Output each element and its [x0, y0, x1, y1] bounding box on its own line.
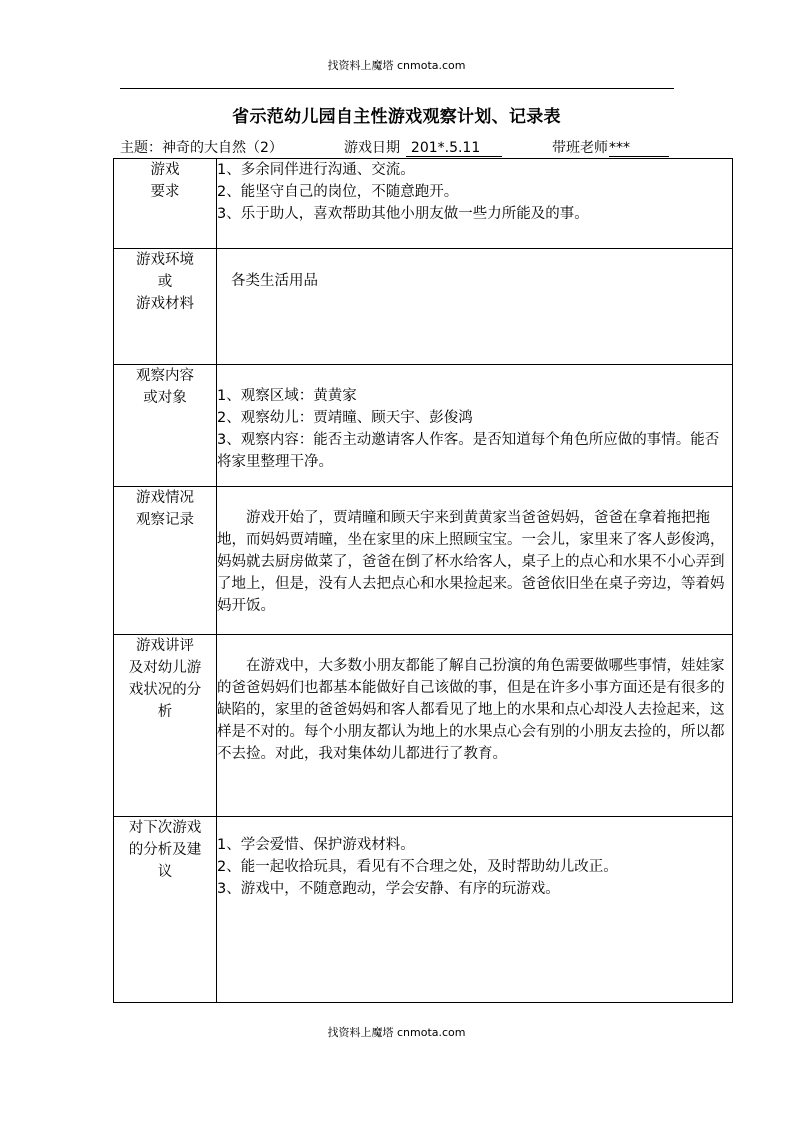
row-label-line: 游戏: [150, 162, 180, 178]
row-label-observation-target: [114, 365, 217, 487]
date-label: 游戏日期: [344, 140, 400, 156]
footer-site-link[interactable]: 找资料上魔塔 cnmota.com: [327, 1026, 466, 1039]
table-row: [114, 817, 733, 1003]
content-line: 3、乐于助人，喜欢帮助其他小朋友做一些力所能及的事。: [217, 206, 589, 222]
row-label-line: 议: [157, 864, 173, 880]
theme-field: 主题：神奇的大自然（2）: [120, 140, 283, 156]
table-row: [114, 249, 733, 365]
content-line: 1、观察区域：黄黄家: [217, 388, 357, 404]
date-field: [344, 138, 502, 158]
table-row: [114, 635, 733, 817]
row-label-evaluation-analysis: [114, 635, 217, 817]
row-label-line: 的分析及建: [128, 842, 202, 858]
row-content-environment-materials: [217, 249, 733, 365]
row-label-line: 要求: [150, 184, 180, 200]
date-value: 201*.5.11: [406, 138, 502, 157]
row-label-line: 戏状况的分: [128, 682, 202, 698]
teacher-value: ***: [609, 138, 669, 157]
content-line: 3、观察内容：能否主动邀请客人作客。是否知道每个角色所应做的事情。能否将家里整理干净。: [217, 432, 720, 470]
teacher-label: 带班老师: [552, 140, 608, 156]
row-content-next-suggestions: [217, 817, 733, 1003]
row-label-line: 观察内容: [136, 368, 194, 384]
row-content-game-requirements: [217, 159, 733, 249]
content-line: 2、能一起收拾玩具，看见有不合理之处，及时帮助幼儿改正。: [217, 859, 618, 875]
row-label-line: 游戏讲评: [136, 638, 194, 654]
header-divider: [120, 88, 674, 89]
table-row: [114, 365, 733, 487]
row-label-next-suggestions: [114, 817, 217, 1003]
table-row: [114, 487, 733, 635]
document-title: 省示范幼儿园自主性游戏观察计划、记录表: [232, 107, 561, 127]
table-row: [114, 159, 733, 249]
content-line: 2、观察幼儿：贾靖曈、顾天宇、彭俊鸿: [217, 410, 473, 426]
row-content-observation-target: [217, 365, 733, 487]
header-site-link[interactable]: 找资料上魔塔 cnmota.com: [327, 59, 466, 72]
content-paragraph: 在游戏中，大多数小朋友都能了解自己扮演的角色需要做哪些事情，娃娃家的爸爸妈妈们也都基本能做好自己该做的事，但是在许多小事方面还是有很多的缺陷的，家里的爸爸妈妈和客人都看见了地上的水果和点心却没人去捡起来，这样是不对的。每个小朋友都认为地上的水果点心会有别的小朋友去捡的，所以都不去捡。对此，我对集体幼儿都进行了教育。: [217, 658, 725, 762]
row-label-line: 及对幼儿游: [128, 660, 202, 676]
row-content-evaluation-analysis: [217, 635, 733, 817]
content-paragraph: 游戏开始了，贾靖曈和顾天宇来到黄黄家当爸爸妈妈，爸爸在拿着拖把拖地，而妈妈贾靖曈，坐在家里的床上照顾宝宝。一会儿，家里来了客人彭俊鸿，妈妈就去厨房做菜了，爸爸在倒了杯水给客人，桌子上的点心和水果不小心弄到了地上，但是，没有人去把点心和水果捡起来。爸爸依旧坐在桌子旁边，等着妈妈开饭。: [217, 510, 725, 614]
content-line: 1、学会爱惜、保护游戏材料。: [217, 837, 415, 853]
row-label-line: 观察记录: [136, 512, 194, 528]
row-content-observation-record: [217, 487, 733, 635]
row-label-line: 或: [157, 274, 173, 290]
content-line: 2、能坚守自己的岗位，不随意跑开。: [217, 184, 459, 200]
row-label-line: 游戏环境: [136, 252, 194, 268]
row-label-observation-record: [114, 487, 217, 635]
teacher-field: [552, 138, 669, 158]
row-label-line: 或对象: [143, 390, 187, 406]
row-label-line: 析: [157, 704, 173, 720]
row-label-line: 游戏情况: [136, 490, 194, 506]
content-line: 3、游戏中，不随意跑动，学会安静、有序的玩游戏。: [217, 881, 560, 897]
content-line: 各类生活用品: [231, 273, 318, 289]
row-label-game-requirements: [114, 159, 217, 249]
row-label-environment-materials: [114, 249, 217, 365]
row-label-line: 游戏材料: [136, 296, 194, 312]
row-label-line: 对下次游戏: [128, 820, 202, 836]
content-line: 1、多余同伴进行沟通、交流。: [217, 162, 415, 178]
observation-record-table: [113, 158, 733, 1003]
